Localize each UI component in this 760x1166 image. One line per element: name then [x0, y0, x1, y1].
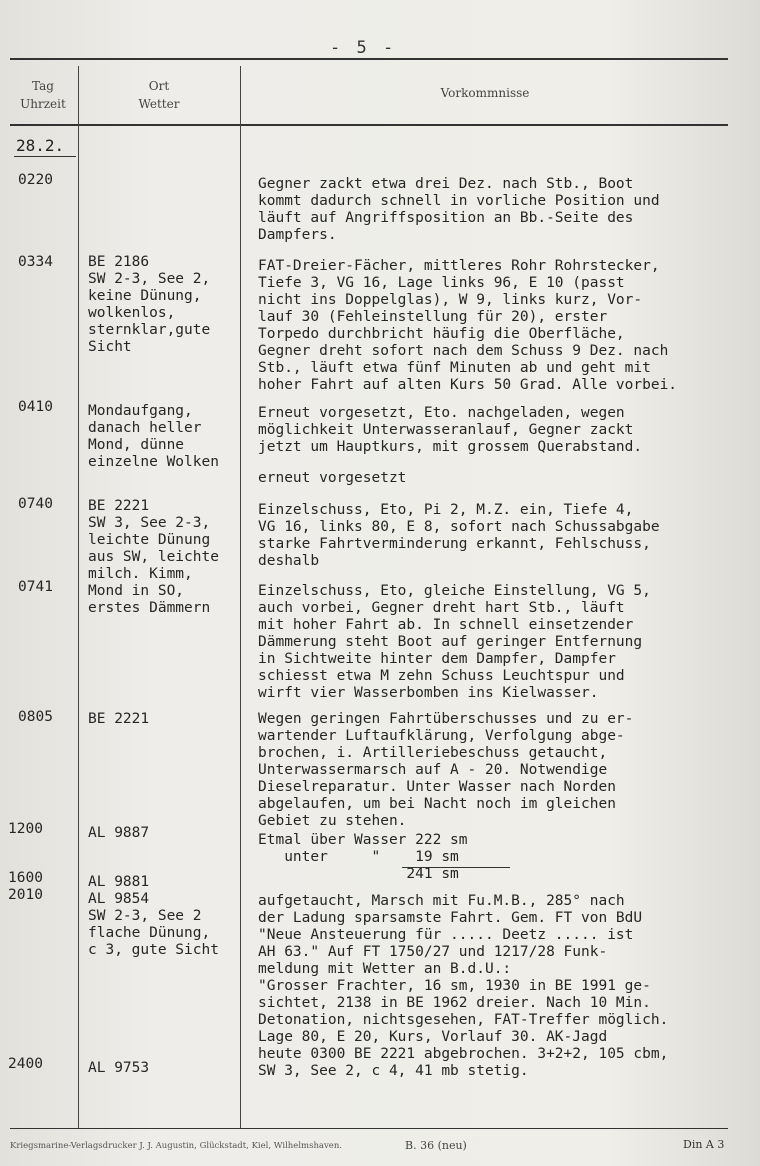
entry-location: AL 9887 [88, 825, 150, 841]
entry-text: Etmal über Wasser 222 sm unter " 19 sm 241 sm [258, 832, 468, 882]
entry-location: Mondaufgang, danach heller Mond, dünne einzelne Wolken [88, 403, 219, 470]
entry-location: AL 9753 [88, 1060, 150, 1076]
entry-time: 0220 [18, 172, 53, 188]
entry-text: Einzelschuss, Eto, gleiche Einstellung, VG 5, auch vorbei, Gegner dreht hart Stb., läuft mit hoher Fahrt ab. In schnell einsetzender Dämmerung steht Boot auf geringer Entfernung in Sichtweite hinter dem Dampfer, Dampfer schiesst etwa M zehn Schuss Leuchtspur und wirft vier Wasserbomben ins Kielwasser. [258, 583, 651, 701]
entry-text: aufgetaucht, Marsch mit Fu.M.B., 285° nach der Ladung sparsamste Fahrt. Gem. FT von BdU "Neue Ansteuerung für ..... Deetz ..... ist AH 63." Auf FT 1750/27 und 1217/28 Funk- meldung mit Wetter an B.d.U.: "Grosser Frachter, 16 sm, 1930 in BE 1991 ge- sichtet, 2138 in BE 1962 dreier. Nach 10 Min. Detonation, nichtsgesehen, FAT-Treffer möglich. Lage 80, E 20, Kurs, Vorlauf 30. AK-Jagd heute 0300 BE 2221 abgebrochen. 3+2+2, 105 cbm, SW 3, See 2, c 4, 41 mb stetig. [258, 893, 669, 1079]
entry-time: 2400 [8, 1056, 43, 1072]
sum-underline [402, 867, 510, 868]
entry-location: BE 2221 [88, 711, 150, 727]
header-location-column [80, 77, 238, 113]
log-date: 28.2. [16, 136, 65, 155]
header-ort: Ort [148, 79, 170, 93]
header-bottom-rule [10, 124, 728, 126]
paper-format: Din A 3 [683, 1138, 725, 1151]
entry-location: BE 2186 SW 2-3, See 2, keine Dünung, wolkenlos, sternklar,gute Sicht [88, 254, 211, 355]
header-tag: Tag [32, 79, 54, 93]
column-divider-2 [240, 66, 241, 1128]
entry-time: 0740 [18, 496, 53, 512]
entry-time: 0410 [18, 399, 53, 415]
top-rule [10, 58, 728, 60]
entry-time: 0805 [18, 709, 53, 725]
date-underline [14, 156, 76, 157]
form-number: B. 36 (neu) [405, 1139, 467, 1152]
entry-time: 1600 2010 [8, 870, 43, 903]
page-number: - 5 - [330, 38, 397, 58]
header-wetter: Wetter [138, 97, 180, 111]
entry-text: Wegen geringen Fahrtüberschusses und zu er- wartender Luftaufklärung, Verfolgung abge- brochen, i. Artilleriebeschuss getaucht, Unterwassermarsch auf A - 20. Notwendige Dieselreparatur. Unter Wasser nach Norden abgelaufen, um bei Nacht noch im gleichen Gebiet zu stehen. [258, 711, 634, 829]
entry-time: 0334 [18, 254, 53, 270]
entry-time: 1200 [8, 821, 43, 837]
header-events-column: Vorkommnisse [440, 86, 530, 100]
entry-text: Gegner zackt etwa drei Dez. nach Stb., Boot kommt dadurch schnell in vorliche Position und läuft auf Angriffsposition an Bb.-Seite des Dampfers. [258, 176, 660, 243]
header-time-column [10, 77, 76, 113]
bottom-rule [10, 1128, 728, 1129]
entry-text: erneut vorgesetzt [258, 470, 407, 486]
column-divider-1 [78, 66, 79, 1128]
entry-text: Erneut vorgesetzt, Eto. nachgeladen, wegen möglichkeit Unterwasseranlauf, Gegner zackt jetzt um Hauptkurs, mit grossem Querabstand. [258, 405, 643, 455]
entry-time: 0741 [18, 579, 53, 595]
entry-location: BE 2221 SW 3, See 2-3, leichte Dünung aus SW, leichte milch. Kimm, Mond in SO, erstes Dämmern [88, 498, 219, 616]
entry-text: FAT-Dreier-Fächer, mittleres Rohr Rohrstecker, Tiefe 3, VG 16, Lage links 96, E 10 (passt nicht ins Doppelglas), W 9, links kurz, Vor- lauf 30 (Fehleinstellung für 20), erster Torpedo durchbricht häufig die Oberfläche, Gegner dreht sofort nach dem Schuss 9 Dez. nach Stb., läuft etwa fünf Minuten ab und geht mit hoher Fahrt auf alten Kurs 50 Grad. Alle vorbei. [258, 258, 678, 393]
header-uhrzeit: Uhrzeit [20, 97, 66, 111]
printer-imprint: Kriegsmarine-Verlagsdrucker J. J. Augustin, Glückstadt, Kiel, Wilhelmshaven. [10, 1141, 343, 1151]
entry-location: AL 9881 AL 9854 SW 2-3, See 2 flache Dünung, c 3, gute Sicht [88, 874, 219, 958]
entry-text: Einzelschuss, Eto, Pi 2, M.Z. ein, Tiefe 4, VG 16, links 80, E 8, sofort nach Schussabgabe starke Fahrtverminderung erkannt, Fehlschuss, deshalb [258, 502, 660, 569]
